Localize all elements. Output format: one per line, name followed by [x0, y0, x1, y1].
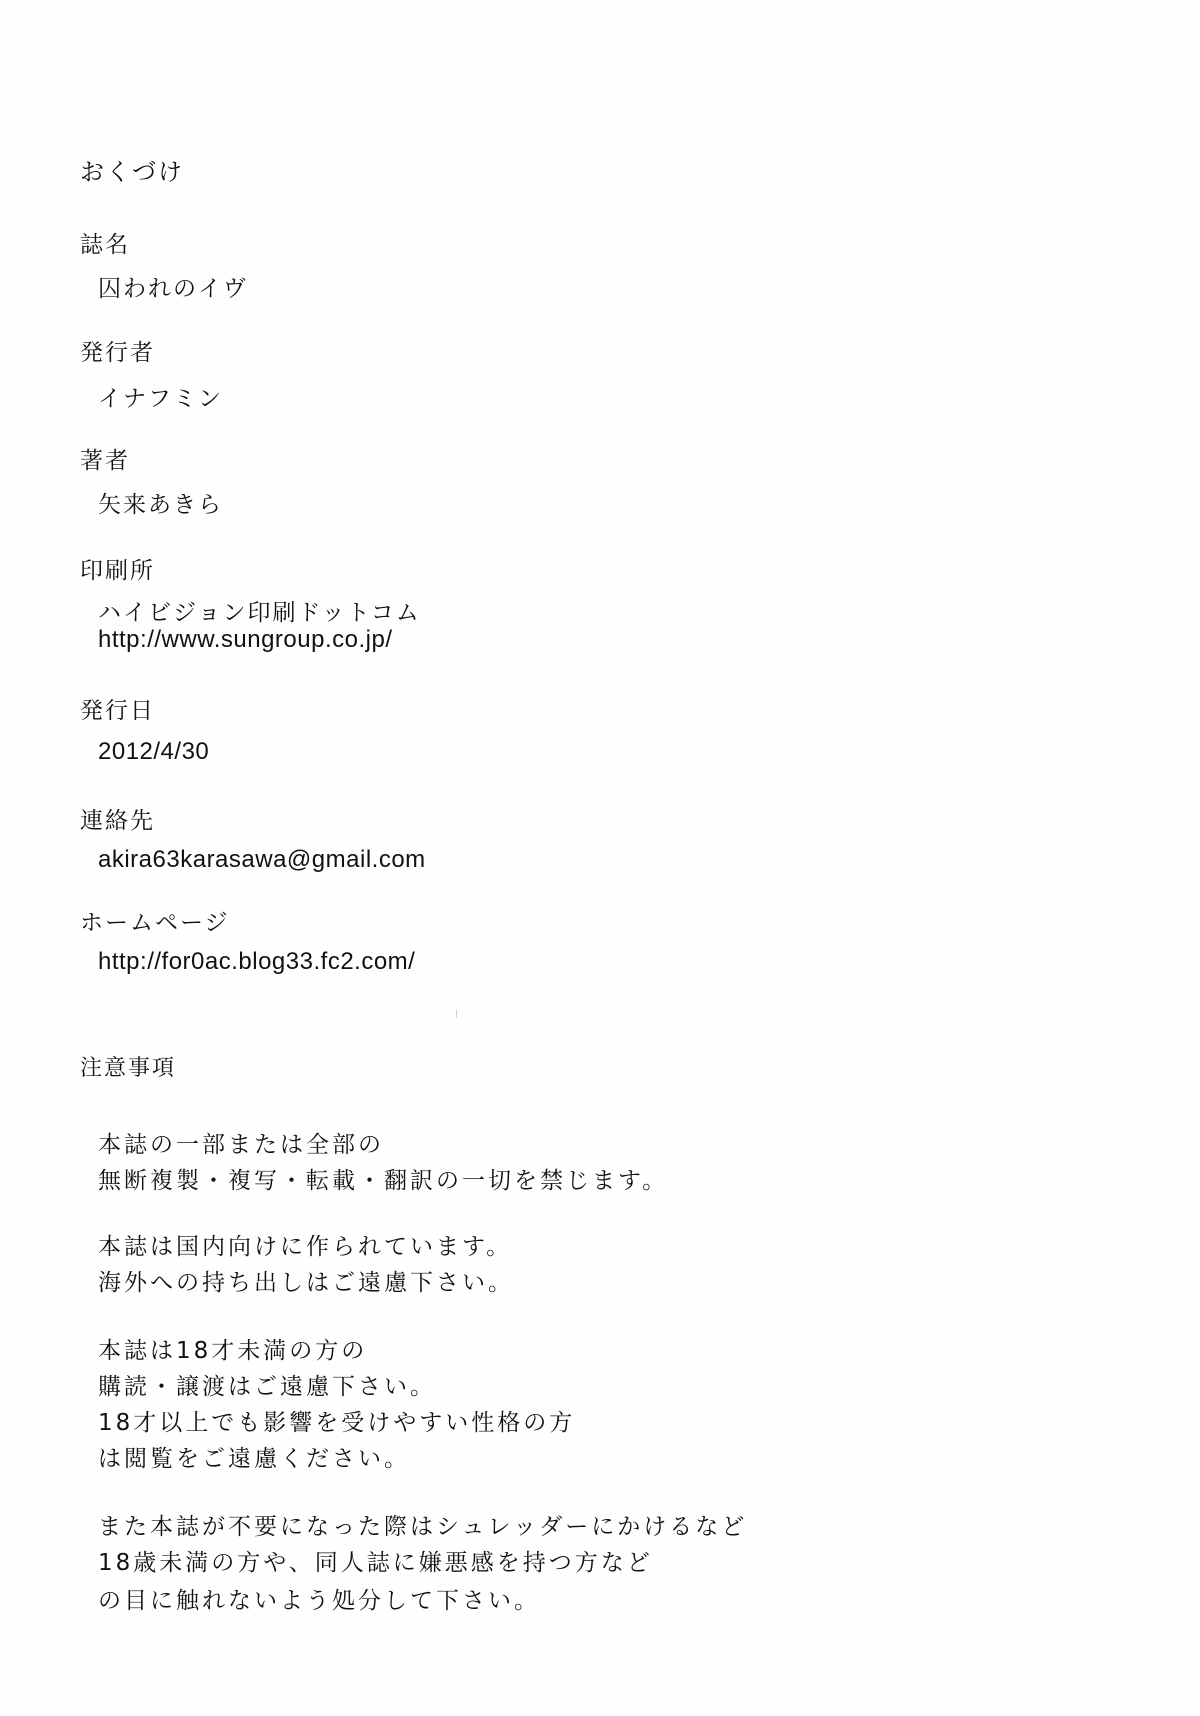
- notice-line: 本誌の一部または全部の: [98, 1132, 384, 1158]
- value-title: 囚われのイヴ: [98, 276, 248, 302]
- value-publisher: イナフミン: [98, 386, 223, 412]
- label-printer: 印刷所: [80, 558, 155, 584]
- label-homepage: ホームページ: [80, 910, 230, 936]
- label-issue-date: 発行日: [80, 698, 155, 724]
- notice-line: 海外への持ち出しはご遠慮下さい。: [98, 1270, 514, 1296]
- value-printer-name: ハイビジョン印刷ドットコム: [98, 600, 421, 626]
- label-title: 誌名: [80, 232, 130, 258]
- value-author: 矢来あきら: [98, 492, 223, 518]
- notice-line: 18才以上でも影響を受けやすい性格の方: [98, 1410, 576, 1436]
- notice-line: の目に触れないよう処分して下さい。: [98, 1588, 540, 1614]
- notice-line: 18歳未満の方や、同人誌に嫌悪感を持つ方など: [98, 1550, 653, 1576]
- label-author: 著者: [80, 448, 130, 474]
- value-homepage-url[interactable]: http://for0ac.blog33.fc2.com/: [98, 948, 416, 975]
- value-issue-date: 2012/4/30: [98, 738, 210, 765]
- notice-line: また本誌が不要になった際はシュレッダーにかけるなど: [98, 1514, 748, 1540]
- notice-line: 本誌は国内向けに作られています。: [98, 1234, 513, 1260]
- notices-heading: 注意事項: [80, 1056, 177, 1081]
- notice-line: 購読・譲渡はご遠慮下さい。: [98, 1374, 436, 1400]
- notice-line: 本誌は18才未満の方の: [98, 1338, 368, 1364]
- label-contact: 連絡先: [80, 808, 155, 834]
- page-title: おくづけ: [80, 158, 184, 186]
- label-publisher: 発行者: [80, 340, 155, 366]
- notice-line: は閲覧をご遠慮ください。: [98, 1446, 410, 1472]
- notice-line: 無断複製・複写・転載・翻訳の一切を禁じます。: [98, 1168, 669, 1194]
- value-contact-email[interactable]: akira63karasawa@gmail.com: [98, 846, 426, 873]
- value-printer-url[interactable]: http://www.sungroup.co.jp/: [98, 626, 393, 653]
- scan-artifact: [456, 1010, 457, 1018]
